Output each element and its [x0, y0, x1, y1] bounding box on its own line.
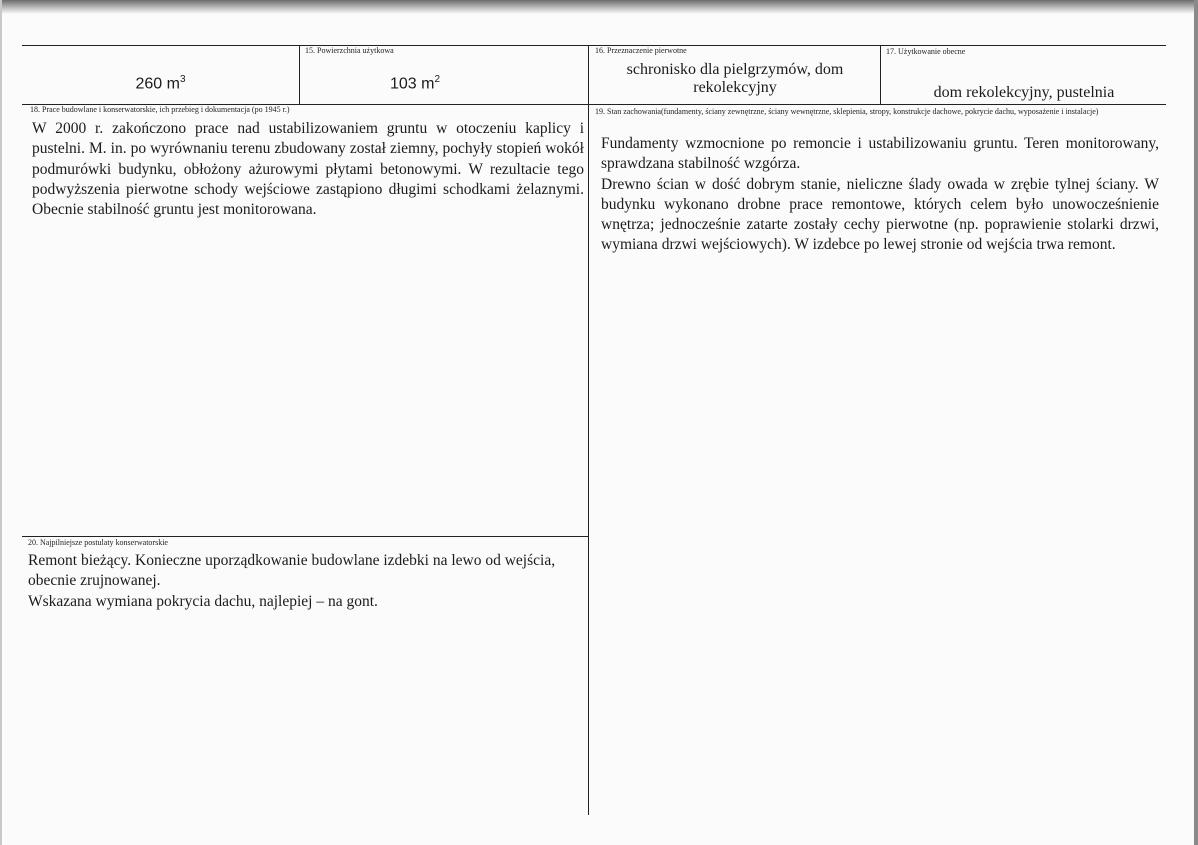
scan-edge-right: [1194, 0, 1198, 845]
field-18-label: 18. Prace budowlane i konserwatorskie, ich przebieg i dokumentacja (po 1945 r.): [30, 105, 290, 114]
field-17-value: dom rekolekcyjny, pustelnia: [933, 84, 1115, 101]
field-19-paragraph: Fundamenty wzmocnione po remoncie i ustabilizowaniu gruntu. Teren monitorowany, sprawdzana stabilność wzgórza.: [601, 135, 1159, 173]
field-16-value: schronisko dla pielgrzymów, dom rekolekcyjny: [626, 61, 844, 96]
field-20-paragraph: Wskazana wymiana pokrycia dachu, najlepiej – na gont.: [28, 592, 378, 610]
field-20-text: [28, 551, 568, 612]
field-16-label: 16. Przeznaczenie pierwotne: [595, 46, 687, 55]
scan-edge-left: [0, 0, 2, 845]
grid-line-v3: [880, 45, 881, 105]
field-14-value: 260 $m^3$: [135, 74, 186, 93]
scan-edge-top: [0, 0, 1198, 14]
grid-line-top: [22, 45, 1166, 46]
grid-line-row2: [22, 536, 588, 537]
field-15-value: 103 $m^2$: [389, 74, 441, 93]
field-20-label: 20. Najpilniejsze postulaty konserwatorskie: [28, 538, 168, 547]
field-15-label: 15. Powierzchnia użytkowa: [305, 46, 394, 55]
grid-line-v2: [588, 45, 589, 815]
field-17-label: 17. Użytkowanie obecne: [886, 47, 966, 56]
field-20-paragraph: Remont bieżący. Konieczne uporządkowanie budowlane izdebki na lewo od wejścia, obecnie zrujnowanej.: [28, 552, 556, 590]
field-19-paragraph: Drewno ścian w dość dobrym stanie, nieliczne ślady owada w zrębie tylnej ściany. W budynku wykonano drobne prace remontowe, których celem było unowocześnienie wnętrza; jednocześnie zatarte zostały cechy pierwotne (np. poprawienie stolarki drzwi, wymiana drzwi wejściowych). W izdebce po lewej stronie od wejścia trwa remont.: [601, 175, 1159, 254]
field-18-text: W 2000 r. zakończono prace nad ustabilizowaniem gruntu w otoczeniu kaplicy i pustelni. M. in. po wyrównaniu terenu zbudowany został ziemny, pochyły stopień wokół podmurówki budynku, obłożony ażurowymi płytami betonowymi. W rezultacie tego podwyższenia pierwotne schody wejściowe zastąpiono długimi schodkami żelaznymi. Obecnie stabilność gruntu jest monitorowana.: [32, 120, 584, 219]
field-19-label: 19. Stan zachowania(fundamenty, ściany zewnętrzne, ściany wewnętrzne, sklepienia, stropy, konstrukcje dachowe, pokrycie dachu, wyposażenie i instalacje): [595, 107, 1099, 116]
field-19-text: [601, 134, 1159, 256]
